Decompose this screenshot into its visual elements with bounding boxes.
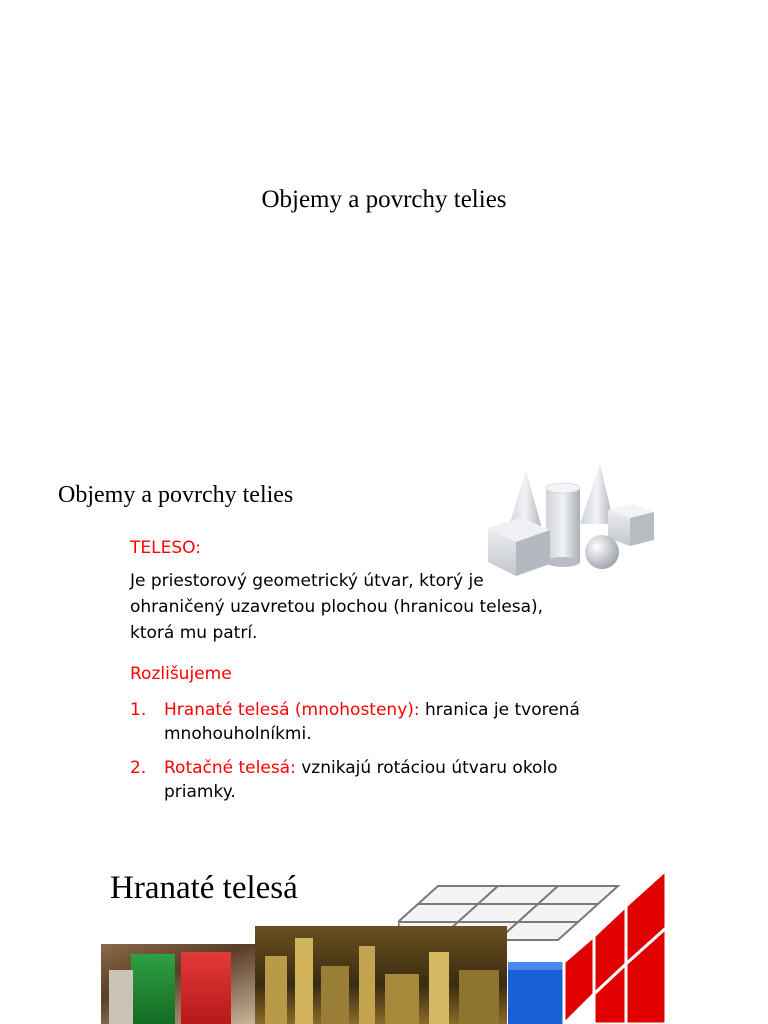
list-item	[130, 756, 600, 804]
juice-boxes-photo	[101, 944, 255, 1024]
list-item-term: Hranaté telesá (mnohosteny):	[164, 700, 420, 720]
list-item-term: Rotačné telesá:	[164, 758, 296, 778]
city-skyline-photo	[255, 926, 507, 1024]
list-item	[130, 698, 600, 746]
teleso-definition: Je priestorový geometrický útvar, ktorý je ohraničený uzavretou plochou (hranicou telesa), ktorá mu patrí.	[130, 571, 544, 643]
cylinder-shape	[546, 488, 580, 562]
slide-3-title: Hranaté telesá	[110, 870, 298, 906]
slide-3	[0, 830, 768, 1024]
teleso-heading: TELESO:	[130, 538, 201, 558]
sphere-shape	[585, 535, 619, 569]
geometric-solids-image	[482, 458, 662, 578]
distinguish-label: Rozlišujeme	[130, 664, 232, 684]
list-item-number: 2.	[130, 758, 147, 778]
list-item-description: vznikajú rotáciou útvaru okolo priamky.	[164, 758, 558, 802]
slide-1-title: Objemy a povrchy telies	[261, 186, 507, 213]
slide-1	[0, 0, 768, 430]
slide-2	[0, 430, 768, 830]
solid-types-list	[130, 698, 600, 814]
slide-2-title: Objemy a povrchy telies	[58, 482, 294, 508]
list-item-number: 1.	[130, 700, 147, 720]
list-item-description: hranica je tvorená mnohouholníkmi.	[164, 700, 580, 744]
